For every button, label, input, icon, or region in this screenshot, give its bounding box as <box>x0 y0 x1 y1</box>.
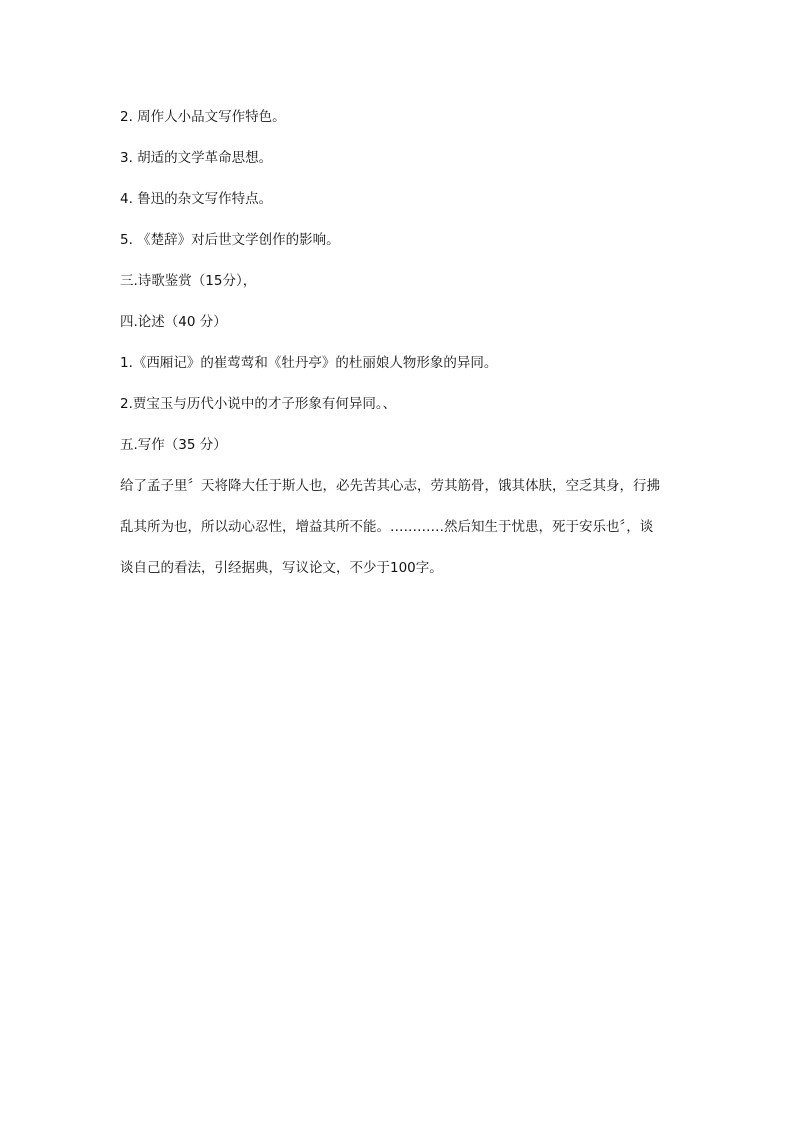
writing-prompt-line: 给了孟子里〞天将降大任于斯人也，必先苦其心志，劳其筋骨，饿其体肤，空乏其身，行拂 <box>120 478 660 494</box>
document-body <box>120 107 680 578</box>
section-heading-writing: 五.写作（35 分） <box>120 437 227 453</box>
section-heading-poetry: 三.诗歌鉴赏（15分）， <box>120 273 257 289</box>
discussion-item: 2.贾宝玉与历代小说中的才子形象有何异同。、 <box>120 396 397 412</box>
question-item: 3. 胡适的文学革命思想。 <box>120 150 273 166</box>
question-item: 5. 《楚辞》对后世文学创作的影响。 <box>120 232 340 248</box>
question-item: 4. 鲁迅的杂文写作特点。 <box>120 191 273 207</box>
writing-prompt-line: 乱其所为也，所以动心忍性，增益其所不能。…………然后知生于忧患，死于安乐也〞，谈 <box>120 519 654 535</box>
discussion-item: 1.《西厢记》的崔莺莺和《牡丹亭》的杜丽娘人物形象的异同。 <box>120 355 498 371</box>
writing-prompt-line: 谈自己的看法，引经据典，写议论文，不少于100字。 <box>120 560 443 576</box>
question-item: 2. 周作人小品文写作特色。 <box>120 109 286 125</box>
section-heading-discussion: 四.论述（40 分） <box>120 314 227 330</box>
